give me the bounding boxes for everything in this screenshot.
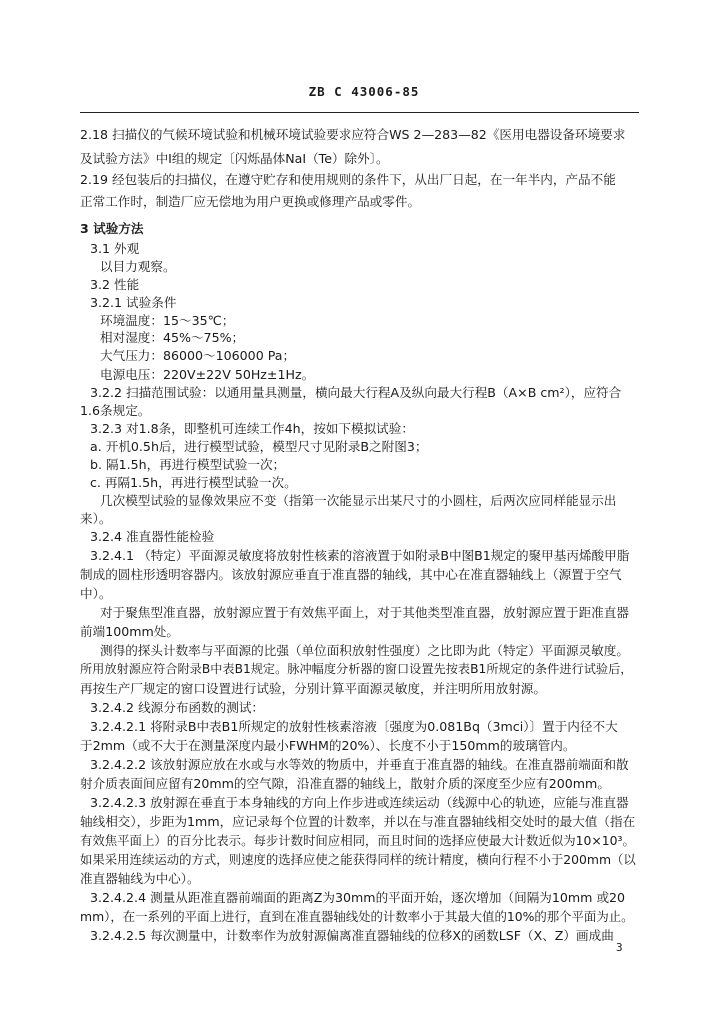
text-line: 正常工作时，制造厂应无偿地为用户更换或修理产品或零件。 [80, 194, 421, 209]
text-line: 3.2.4.1 （特定）平面源灵敏度将放射性核素的溶液置于如附录B中图B1规定的聚甲基丙烯酸甲脂 [90, 548, 630, 563]
text-line: 所用放射源应符合附录B中表B1规定。脉冲幅度分析器的窗口设置先按表B1所规定的条件进行试验后， [80, 662, 633, 676]
text-line: 中）。 [80, 586, 112, 601]
text-line: 前端100mm处。 [80, 624, 179, 639]
text-line: 准直器轴线为中心）。 [80, 871, 200, 886]
text-line: 2.19 经包装后的扫描仪，在遵守贮存和使用规则的条件下，从出厂日起，在一年半内，产品不能 [80, 172, 616, 187]
text-line: 以目力观察。 [100, 259, 176, 274]
text-line: 几次模型试验的显像效果应不变（指第一次能显示出某尺寸的小圆柱，后两次应同样能显示出 [100, 493, 617, 508]
header-rule [80, 112, 639, 113]
text-line: 3.2.4.2.3 放射源在垂直于本身轴线的方向上作步进或连续运动（线源中心的轨迹，应能与准直器 [90, 795, 629, 810]
list-item: b. 隔1.5h，再进行模型试验一次； [90, 457, 286, 472]
page-number: 3 [616, 941, 623, 954]
text-line: 来）。 [80, 511, 112, 526]
text-line: 大气压力：86000～106000 Pa； [100, 348, 296, 363]
subsection-heading: 3.2 性能 [90, 277, 140, 292]
standard-number-header: ZB C 43006-85 [308, 84, 420, 99]
list-item: a. 开机0.5h后，进行模型试验，模型尺寸见附录B之附图3； [90, 439, 428, 454]
subsection-heading: 3.2.1 试验条件 [90, 295, 177, 310]
text-line: 3.2.2 扫描范围试验：以通用量具测量，横向最大行程A及纵向最大行程B（A×B cm²），应符合 [90, 385, 622, 400]
text-line: 3.2.4.2.1 将附录B中表B1所规定的放射性核素溶液〔强度为0.081Bq（3mci）〕置于内径不大 [90, 719, 618, 734]
text-line: 对于聚焦型准直器，放射源应置于有效焦平面上，对于其他类型准直器，放射源应置于距准直器 [100, 605, 629, 620]
text-line: 再按生产厂规定的窗口设置进行试验，分别计算平面源灵敏度，并注明所用放射源。 [80, 681, 546, 696]
subsection-heading: 3.2.4.2 线源分布函数的测试： [90, 700, 265, 715]
text-line: 3.2.4.2.2 该放射源应放在水或与水等效的物质中，并垂直于准直器的轴线。在准直器前端面和散 [90, 757, 629, 772]
text-line: 测得的探头计数率与平面源的比强（单位面积放射性强度）之比即为此（特定）平面源灵敏度。 [100, 643, 629, 658]
section-heading: 3 试验方法 [80, 221, 144, 236]
subsection-heading: 3.2.4 准直器性能检验 [90, 529, 215, 544]
text-line: 于2mm（或不大于在测量深度内最小FWHM的20%）、长度不小于150mm的玻璃管内。 [80, 738, 576, 753]
text-line: 射介质表面间应留有20mm的空气隙，沿准直器的轴线上，散射介质的深度至少应有200mm。 [80, 776, 610, 791]
text-line: 制成的圆柱形透明容器内。该放射源应垂直于准直器的轴线，其中心在准直器轴线上（源置于空气 [80, 567, 622, 582]
list-item: c. 再隔1.5h，再进行模型试验一次。 [90, 475, 297, 490]
subsection-heading: 3.1 外观 [90, 241, 140, 256]
text-line: 环境温度：15～35℃； [100, 313, 235, 328]
text-line: 电源电压：220V±22V 50Hz±1Hz。 [100, 367, 315, 382]
text-line: mm），在一系列的平面上进行，直到在准直器轴线处的计数率小于其最大值的10%的那个平面为止。 [80, 909, 634, 924]
text-line: 1.6条规定。 [80, 403, 151, 418]
text-line: 3.2.3 对1.8条，即整机可连续工作4h，按如下模拟试验： [90, 421, 414, 436]
text-line: 相对湿度：45%～75%； [100, 330, 245, 345]
text-line: 2.18 扫描仪的气候环境试验和机械环境试验要求应符合WS 2—283—82《医用电器设备环境要求 [80, 127, 626, 142]
text-line: 如果采用连续运动的方式，则速度的选择应使之能获得同样的统计精度，横向行程不小于200mm（以 [80, 852, 636, 867]
text-line: 3.2.4.2.5 每次测量中，计数率作为放射源偏离准直器轴线的位移X的函数LSF（X、Z）画成曲 [90, 928, 614, 943]
text-line: 轴线相交），步距为1mm，应记录每个位置的计数率，并以在与准直器轴线相交处时的最大值（指在 [80, 814, 636, 829]
text-line: 有效焦平面上）的百分比表示。每步计数时间应相同，而且时间的选择应使最大计数近似为10×10³。 [80, 833, 635, 848]
text-line: 及试验方法》中Ⅰ组的规定〔闪烁晶体NaI（Te）除外〕。 [80, 151, 389, 166]
text-line: 3.2.4.2.4 测量从距准直器前端面的距离Z为30mm的平面开始，逐次增加（间隔为10mm 或20 [90, 890, 626, 905]
